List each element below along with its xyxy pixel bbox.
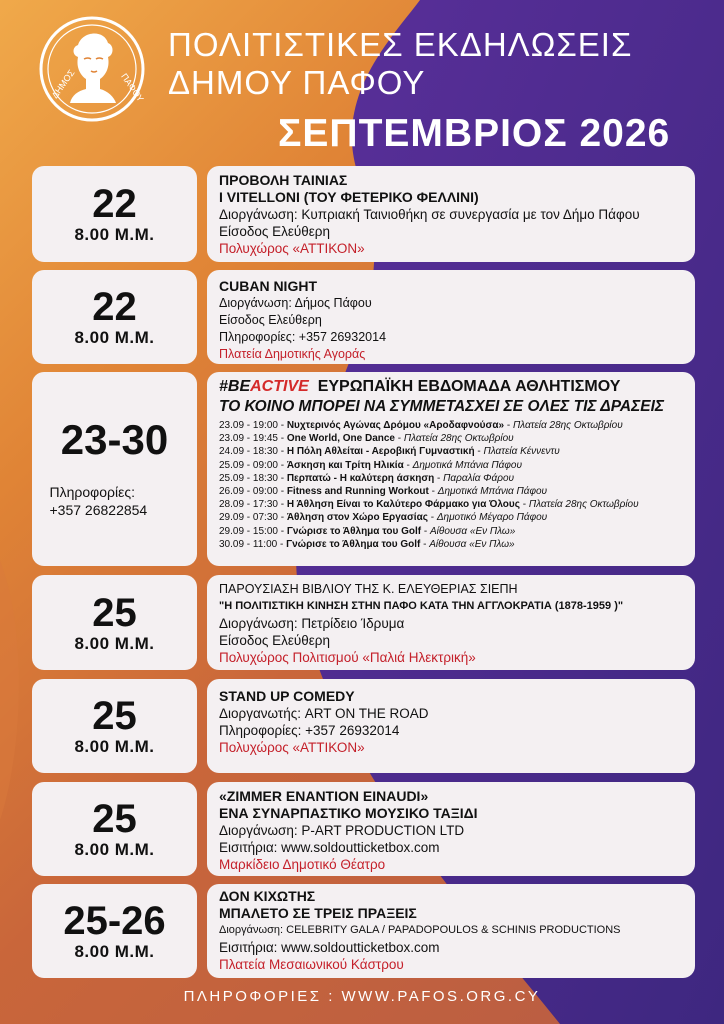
schedule-sep: - (504, 420, 513, 431)
event-entry: Είσοδος Ελεύθερη (219, 224, 330, 239)
beactive-headline (219, 377, 683, 397)
event-time: 8.00 Μ.Μ. (74, 633, 155, 653)
event-date-box (32, 372, 197, 566)
event-card-beactive (207, 372, 695, 566)
schedule-sep: - (428, 486, 438, 498)
beactive-title: ΕΥΡΩΠΑΪΚΗ ΕΒΔΟΜΑΔΑ ΑΘΛΗΤΙΣΜΟΥ (317, 378, 621, 395)
event-location: Πολυχώρος «ΑΤΤΙΚΟΝ» (219, 740, 365, 755)
schedule-place: Πλατεία 28ης Οκτωβρίου (403, 433, 514, 445)
page-title-line1: ΠΟΛΙΤΙΣΤΙΚΕΣ ΕΚΔΗΛΩΣΕΙΣ (168, 26, 633, 63)
event-tickets: Εισιτήρια: www.soldoutticketbox.com (219, 940, 440, 955)
event-subtitle: I VITELLONI (ΤΟΥ ΦΕΤΕΡΙΚΟ ΦΕΛΛΙΝΙ) (219, 189, 479, 205)
event-day: 23-30 (60, 416, 169, 463)
schedule-event: Η Άθληση Είναι το Καλύτερο Φάρμακο για Όλους (286, 499, 520, 511)
schedule-event: Γνώρισε το Άθλημα του Golf (286, 538, 421, 550)
event-subtitle: ΕΝΑ ΣΥΝΑΡΠΑΣΤΙΚΟ ΜΟΥΣΙΚΟ ΤΑΞΙΔΙ (219, 805, 478, 821)
beactive-tag-prefix: #BE (219, 378, 251, 395)
schedule-when: 30.09 - 11:00 - (219, 538, 287, 550)
schedule-event: Γνώρισε το Άθλημα του Golf (286, 525, 422, 537)
event-date-box (32, 166, 197, 262)
event-card (207, 270, 695, 364)
event-time: 8.00 Μ.Μ. (74, 328, 155, 347)
event-date-box (32, 575, 197, 670)
schedule-row (219, 445, 683, 458)
event-card (207, 679, 695, 773)
schedule-row (219, 432, 683, 445)
schedule-event: Η Πόλη Αθλείται - Αεροβική Γυμναστική (286, 446, 475, 458)
month-heading: ΣΕΠΤΕΜΒΡΙΟΣ 2026 (278, 112, 671, 155)
footer-website: ΠΛΗΡΟΦΟΡΙΕΣ : WWW.PAFOS.ORG.CY (183, 988, 541, 1005)
schedule-row (219, 472, 683, 485)
schedule-when: 25.09 - 18:30 - (219, 472, 287, 484)
schedule-place: Δημοτικά Μπάνια Πάφου (437, 486, 548, 498)
schedule-row (219, 498, 683, 511)
event-day: 25 (92, 797, 137, 841)
pafos-municipality-logo (38, 15, 146, 123)
event-tickets: Εισιτήρια: www.soldoutticketbox.com (219, 840, 440, 855)
schedule-sep: - (474, 446, 484, 458)
event-time: 8.00 Μ.Μ. (74, 840, 155, 859)
schedule-place: Αίθουσα «Εν Πλω» (430, 525, 516, 537)
schedule-when: 24.09 - 18:30 - (219, 446, 287, 458)
event-organizer: Διοργανωτής: ART ON THE ROAD (219, 706, 429, 721)
schedule-row (219, 538, 683, 551)
event-card (207, 575, 695, 670)
schedule-row (219, 459, 683, 472)
event-date-box (32, 884, 197, 978)
schedule-event: Άθληση στον Χώρο Εργασίας (286, 512, 428, 524)
schedule-event: Fitness and Running Workout (286, 486, 429, 498)
beactive-tag-active: ACTIVE (250, 378, 309, 395)
schedule-when: 23.09 - 19:00 - (219, 420, 287, 431)
schedule-event: One World, One Dance (286, 433, 395, 445)
schedule-when: 26.09 - 09:00 - (219, 486, 287, 498)
event-info: Πληροφορίες: +357 26932014 (219, 723, 400, 738)
schedule-sep: - (519, 499, 529, 511)
schedule-sep: - (427, 512, 437, 524)
schedule-row (219, 511, 683, 524)
event-time: 8.00 Μ.Μ. (74, 942, 155, 961)
schedule-place: Αίθουσα «Εν Πλω» (429, 538, 515, 550)
schedule-sep: - (421, 525, 430, 537)
event-time: 8.00 Μ.Μ. (74, 225, 155, 244)
event-title: ΔΟΝ ΚΙΧΩΤΗΣ (219, 888, 316, 904)
event-day: 25-26 (63, 899, 166, 943)
event-date-box (32, 782, 197, 876)
event-location: Πολυχώρος Πολιτισμού «Παλιά Ηλεκτρική» (219, 650, 476, 665)
event-title: ΠΡΟΒΟΛΗ ΤΑΙΝΙΑΣ (219, 172, 348, 188)
event-title: ΠΑΡΟΥΣΙΑΣΗ ΒΙΒΛΙΟΥ ΤΗΣ Κ. ΕΛΕΥΘΕΡΙΑΣ ΣΙΕΠΗ (219, 582, 518, 596)
event-info-label: Πληροφορίες: (49, 484, 135, 500)
event-location: Μαρκίδειο Δημοτικό Θέατρο (219, 857, 386, 872)
schedule-place: Παραλία Φάρου (443, 472, 515, 484)
event-entry: Είσοδος Ελεύθερη (219, 313, 322, 327)
event-organizer: Διοργάνωση: Κυπριακή Ταινιοθήκη σε συνεργασία με τον Δήμο Πάφου (219, 207, 640, 222)
event-location: Πλατεία Δημοτικής Αγοράς (219, 347, 366, 361)
event-date-box (32, 270, 197, 364)
event-day: 25 (92, 590, 137, 635)
schedule-sep: - (395, 433, 404, 445)
schedule-when: 29.09 - 15:00 - (219, 525, 287, 537)
event-info: Πληροφορίες: +357 26932014 (219, 330, 387, 344)
event-organizer: Διοργάνωση: CELEBRITY GALA / PAPADOPOULOS & SCHINIS PRODUCTIONS (219, 924, 621, 936)
event-date-box (32, 679, 197, 773)
event-organizer: Διοργάνωση: P-ART PRODUCTION LTD (219, 823, 465, 838)
beactive-schedule (219, 419, 683, 551)
svg-text:ΔΗΜΟΣ: ΔΗΜΟΣ (49, 67, 77, 101)
event-card (207, 166, 695, 262)
event-title: CUBAN NIGHT (219, 278, 317, 294)
event-organizer: Διοργάνωση: Πετρίδειο Ίδρυμα (219, 616, 405, 631)
schedule-row (219, 419, 683, 432)
schedule-sep: - (420, 538, 430, 550)
event-title: «ZIMMER ΕΝΑΝΤΙΟΝ EINAUDI» (219, 788, 429, 804)
event-location: Πολυχώρος «ΑΤΤΙΚΟΝ» (219, 241, 365, 256)
schedule-row (219, 525, 683, 538)
event-entry: Είσοδος Ελεύθερη (219, 633, 330, 648)
schedule-when: 25.09 - 09:00 - (219, 459, 287, 471)
event-day: 25 (92, 694, 137, 738)
event-info-phone: +357 26822854 (49, 502, 148, 518)
event-time: 8.00 Μ.Μ. (74, 737, 155, 756)
page-title-line2: ΔΗΜΟΥ ΠΑΦΟΥ (168, 64, 426, 101)
event-card (207, 884, 695, 978)
schedule-place: Πλατεία 28ης Οκτωβρίου (528, 499, 639, 511)
schedule-sep: - (403, 459, 413, 471)
svg-text:ΠΑΦΟΥ: ΠΑΦΟΥ (119, 71, 146, 104)
schedule-place: Δημοτικό Μέγαρο Πάφου (436, 512, 548, 524)
schedule-sep: - (434, 472, 444, 484)
schedule-event: Περπατώ - Η καλύτερη άσκηση (286, 472, 435, 484)
event-title: STAND UP COMEDY (219, 688, 355, 704)
event-day: 22 (92, 182, 137, 226)
schedule-event: Άσκηση και Τρίτη Ηλικία (286, 459, 404, 471)
schedule-row (219, 485, 683, 498)
event-card (207, 782, 695, 876)
schedule-place: Πλατεία 28ης Οκτωβρίου (512, 420, 623, 431)
event-day: 22 (92, 285, 137, 329)
schedule-event: Νυχτερινός Αγώνας Δρόμου «Αροδαφνούσα» (286, 420, 505, 431)
event-organizer: Διοργάνωση: Δήμος Πάφου (219, 296, 372, 310)
event-location: Πλατεία Μεσαιωνικού Κάστρου (219, 957, 404, 972)
schedule-when: 28.09 - 17:30 - (219, 499, 287, 511)
schedule-when: 23.09 - 19:45 - (219, 433, 287, 445)
schedule-place: Πλατεία Κέννεντυ (483, 446, 560, 458)
beactive-subline: ΤΟ ΚΟΙΝΟ ΜΠΟΡΕΙ ΝΑ ΣΥΜΜΕΤΑΣΧΕΙ ΣΕ ΟΛΕΣ ΤΙΣ ΔΡΑΣΕΙΣ (219, 398, 665, 415)
event-subtitle: "Η ΠΟΛΙΤΙΣΤΙΚΗ ΚΙΝΗΣΗ ΣΤΗΝ ΠΑΦΟ ΚΑΤΑ ΤΗΝ ΑΓΓΛΟΚΡΑΤΙΑ (1878-1959 )" (219, 600, 624, 612)
event-subtitle: ΜΠΑΛΕΤΟ ΣΕ ΤΡΕΙΣ ΠΡΑΞΕΙΣ (219, 905, 417, 921)
schedule-place: Δημοτικά Μπάνια Πάφου (412, 459, 522, 471)
schedule-when: 29.09 - 07:30 - (219, 512, 287, 524)
